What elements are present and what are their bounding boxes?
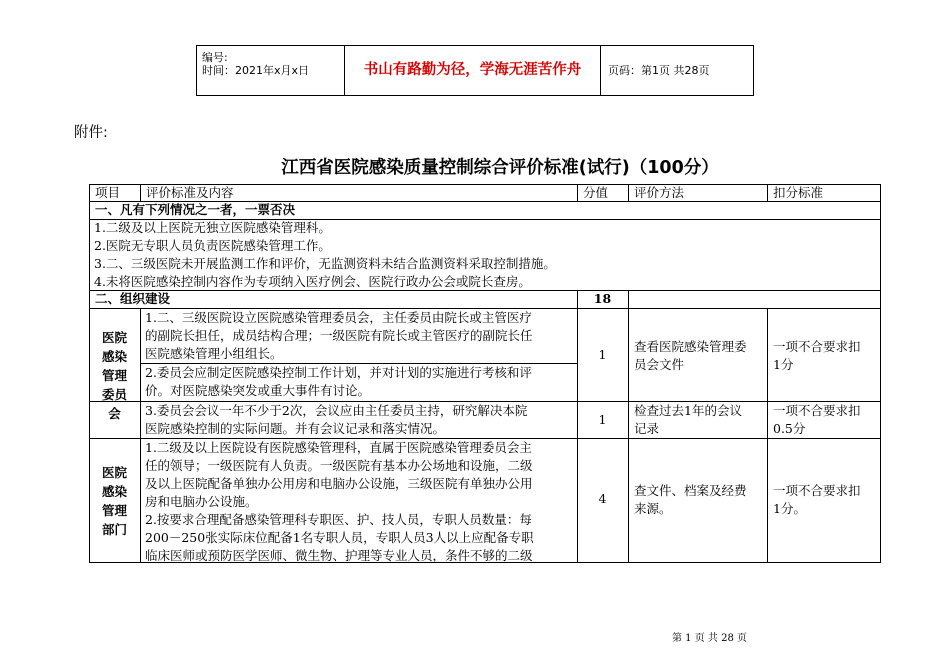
document-number-label: 编号: bbox=[202, 51, 228, 64]
col-header-method: 评价方法 bbox=[634, 185, 685, 200]
header-meta bbox=[197, 46, 345, 95]
committee-method-1: 查看医院感染管理委 员会文件 bbox=[634, 339, 747, 372]
page-footer: 第 1 页 共 28 页 bbox=[672, 633, 747, 644]
committee-deduction-1: 一项不合要求扣 1分 bbox=[773, 339, 861, 372]
section-veto-title: 一、凡有下列情况之一者，一票否决 bbox=[95, 202, 296, 217]
list-item: 4.未将医院感染控制内容作为专项纳入医疗例会、医院行政办公会或院长查房。 bbox=[94, 274, 531, 289]
attachment-label: 附件: bbox=[74, 125, 108, 141]
section-veto-items bbox=[94, 219, 874, 291]
committee-criteria-2: 2.委员会应制定医院感染控制工作计划，并对计划的实施进行考核和评 价。对医院感染突发或重大事件有讨论。 bbox=[145, 365, 532, 398]
group-committee-label: 医院 感染 管理 委员 会 bbox=[101, 330, 127, 421]
col-header-score: 分值 bbox=[583, 185, 609, 200]
section-organization-score: 18 bbox=[593, 291, 612, 306]
committee-deduction-2: 一项不合要求扣 0.5分 bbox=[773, 403, 861, 436]
committee-score-1: 1 bbox=[598, 347, 607, 362]
department-criteria: 1.二级及以上医院设有医院感染管理科，直属于医院感染管理委员会主 任的领导；一级医院有人负责。一级医院有基本办公场地和设施，二级 及以上医院配备单独办公用房和电脑办公设施，三级医院有单独办公用 房和电脑办公设施。 2.按要求合理配备感染管理科专职医、护、技人员，专职人员数量：每 200－250张实际床位配备1名专职人员，专职人员3人以上应配备专职 临床医师或预防医学医师、微生物、护理等专业人员，条件不够的二级 bbox=[145, 440, 534, 562]
list-item: 3.二、三级医院未开展监测工作和评价，无监测资料未结合监测资料采取控制措施。 bbox=[94, 256, 556, 271]
col-header-criteria: 评价标准及内容 bbox=[146, 185, 234, 200]
committee-method-2: 检查过去1年的会议 记录 bbox=[634, 403, 742, 436]
header-page-label: 页码：第1页 共28页 bbox=[608, 64, 710, 77]
group-department-label: 医院 感染 管理 部门 bbox=[101, 465, 127, 537]
col-header-item: 项目 bbox=[95, 185, 121, 200]
document-time-label: 时间：2021年x月x日 bbox=[202, 64, 310, 77]
committee-criteria-1: 1.二、三级医院设立医院感染管理委员会，主任委员由院长或主管医疗 的副院长担任，成员结构合理；一级医院有院长或主管医疗的副院长任 医院感染管理小组组长。 bbox=[145, 310, 533, 361]
department-deduction: 一项不合要求扣 1分。 bbox=[773, 483, 861, 516]
document-title: 江西省医院感染质量控制综合评价标准(试行)（100分） bbox=[281, 158, 719, 178]
committee-criteria-3: 3.委员会会议一年不少于2次，会议应由主任委员主持，研究解决本院 医院感染控制的实际问题。并有会议记录和落实情况。 bbox=[145, 403, 528, 436]
committee-score-2: 1 bbox=[598, 412, 607, 427]
col-header-deduction: 扣分标准 bbox=[773, 185, 824, 200]
department-method: 查文件、档案及经费 来源。 bbox=[634, 483, 747, 516]
section-organization-title: 二、组织建设 bbox=[95, 291, 171, 306]
department-score: 4 bbox=[598, 491, 607, 506]
list-item: 1.二级及以上医院无独立医院感染管理科。 bbox=[94, 220, 331, 235]
list-item: 2.医院无专职人员负责医院感染管理工作。 bbox=[94, 238, 331, 253]
header-motto: 书山有路勤为径，学海无涯苦作舟 bbox=[345, 46, 601, 95]
document-header bbox=[196, 45, 754, 96]
